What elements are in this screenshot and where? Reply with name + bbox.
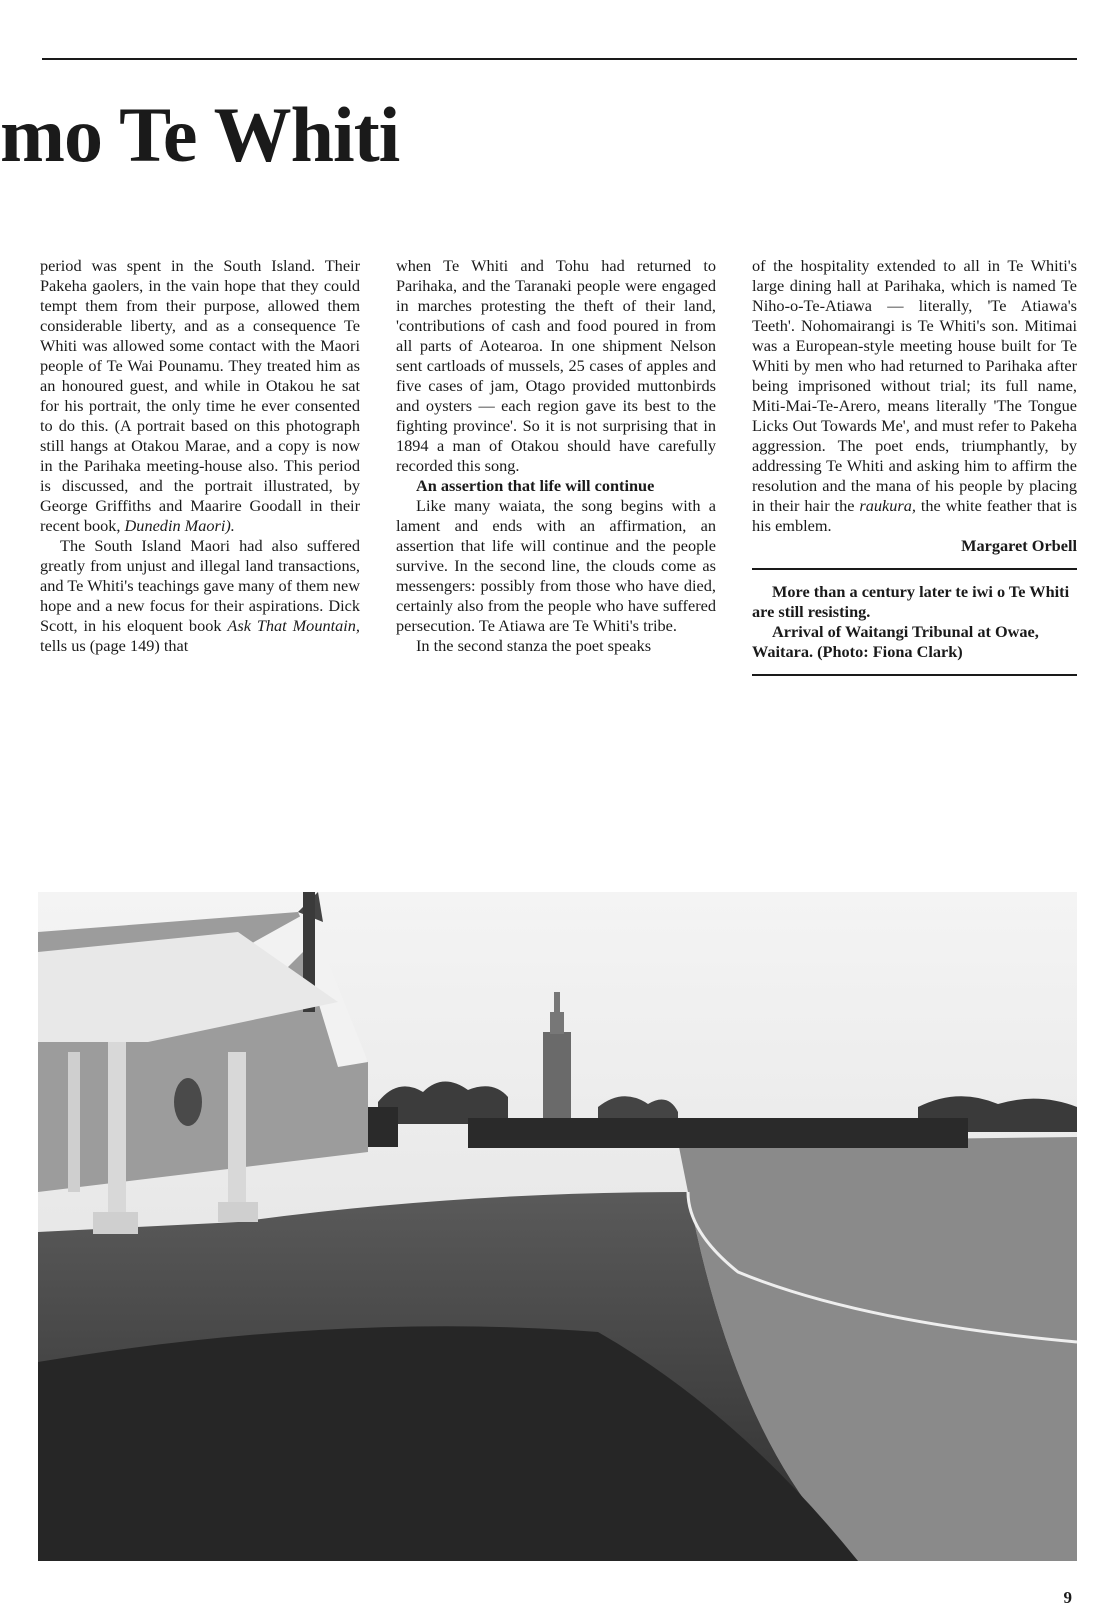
column-2-paragraph-1: when Te Whiti and Tohu had returned to Parihaka, and the Taranaki people were engaged in marches protesting the theft of their land, 'contributions of cash and food poured in from all parts of Aotearoa. In one shipment Nelson sent cartloads of mussels, 25 cases of apples and five cases of jam, Otago provided muttonbirds and oysters — each region gave its best to the fighting province'. So it is not surprising that in 1894 a man of Otakou should have carefully recorded this song. bbox=[396, 256, 716, 475]
column-2 bbox=[396, 256, 716, 656]
article-title: mo Te Whiti bbox=[0, 91, 400, 178]
section-subheading: An assertion that life will continue bbox=[416, 476, 655, 495]
column-1 bbox=[40, 256, 360, 656]
page-number: 9 bbox=[1063, 1588, 1072, 1607]
marae-photograph bbox=[38, 892, 1077, 1561]
column-1-paragraph-1: period was spent in the South Island. Their Pakeha gaolers, in the vain hope that they could tempt them from their purpose, allowed them considerable liberty, and as a consequence Te Whiti was allowed some contact with the Maori people of Te Wai Pounamu. They treated him as an honoured guest, and while in Otakou he sat for his portrait, the only time he ever consented to do this. (A portrait based on this photograph still hangs at Otakou Marae, and a copy is now in the Parihaka meeting-house also. This period is discussed, and the portrait illustrated, by George Griffiths and Maarire Goodall in their recent book, Dunedin Maori). bbox=[40, 256, 360, 535]
top-rule bbox=[42, 58, 1077, 60]
column-3 bbox=[752, 256, 1077, 688]
caption-top-rule bbox=[752, 568, 1077, 570]
photo-caption-line-2: Arrival of Waitangi Tribunal at Owae, Waitara. (Photo: Fiona Clark) bbox=[752, 622, 1039, 661]
photo-caption-line-1: More than a century later te iwi o Te Whiti are still resisting. bbox=[752, 582, 1070, 621]
column-1-paragraph-2: The South Island Maori had also suffered greatly from unjust and illegal land transactions, and Te Whiti's teachings gave many of them new hope and a new focus for their aspirations. Dick Scott, in his eloquent book Ask That Mountain, tells us (page 149) that bbox=[40, 536, 361, 655]
book-title-ask-that-mountain: Ask That Mountain, bbox=[227, 616, 361, 635]
caption-bottom-rule bbox=[752, 674, 1077, 676]
author-byline: Margaret Orbell bbox=[961, 536, 1077, 555]
book-title-dunedin-maori: Dunedin Maori). bbox=[124, 516, 235, 535]
column-2-paragraph-2: Like many waiata, the song begins with a lament and ends with an affirmation, an assertion that life will continue and the people survive. In the second line, the clouds come as messengers: possibly from those who have died, certainly also from the people who have suffered persecution. Te Atiawa are Te Whiti's tribe. bbox=[396, 496, 716, 635]
column-3-paragraph-1: of the hospitality extended to all in Te Whiti's large dining hall at Parihaka, which is named Te Niho-o-Te-Atiawa — literally, 'Te Atiawa's Teeth'. Nohomairangi is Te Whiti's son. Mitimai was a European-style meeting house built for Te Whiti by men who had returned to Parihaka after being imprisoned without trial; its full name, Miti-Mai-Te-Arero, means literally 'The Tongue Licks Out Towards Me', and must refer to Pakeha aggression. The poet ends, triumphantly, by addressing Te Whiti and asking him to affirm the resolution and the mana of his people by placing in their hair the raukura, the white feather that is his emblem. bbox=[752, 256, 1077, 535]
word-raukura: raukura, bbox=[859, 496, 916, 515]
column-2-paragraph-3: In the second stanza the poet speaks bbox=[416, 636, 652, 655]
